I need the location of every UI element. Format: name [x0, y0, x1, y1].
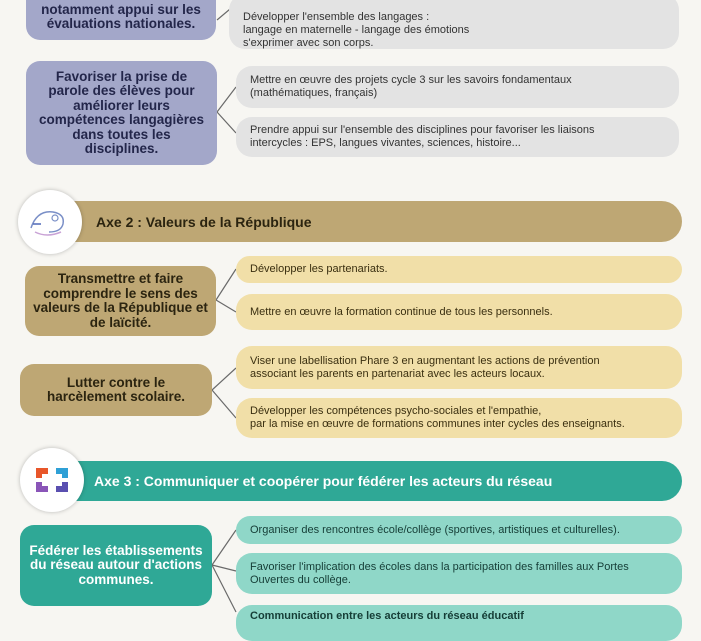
axe1-action-disciplines: Prendre appui sur l'ensemble des disciplines pour favoriser les liaisons intercycles : EPS, langues vivantes, sciences, histoire...	[236, 117, 679, 157]
laicite-logo-icon	[27, 202, 73, 242]
axe3-action-rencontres: Organiser des rencontres école/collège (sportives, artistiques et culturelles).	[236, 516, 682, 544]
axe2-action-phare3: Viser une labellisation Phare 3 en augmentant les actions de prévention associant les parents en partenariat avec les acteurs locaux.	[236, 346, 682, 389]
axe2-logo	[18, 190, 82, 254]
axe3-action-communication: Communication entre les acteurs du réseau éducatif	[236, 605, 682, 641]
axe1-goal-prise-de-parole: Favoriser la prise de parole des élèves pour améliorer leurs compétences langagières dans toutes les disciplines.	[26, 61, 217, 165]
axe3-logo	[20, 448, 84, 512]
axe3-title-bar: Axe 3 : Communiquer et coopérer pour fédérer les acteurs du réseau	[40, 461, 682, 501]
network-logo-icon	[30, 458, 74, 502]
axe2-goal-harcelement: Lutter contre le harcèlement scolaire.	[20, 364, 212, 416]
axe2-goal-valeurs: Transmettre et faire comprendre le sens des valeurs de la République et de laïcité.	[25, 266, 216, 336]
axe3-action-portes-ouvertes: Favoriser l'implication des écoles dans la participation des familles aux Portes Ouvertes du collège.	[236, 553, 682, 594]
axe1-action-cycle3: Mettre en œuvre des projets cycle 3 sur les savoirs fondamentaux (mathématiques, français)	[236, 66, 679, 108]
axe3-goal-federer: Fédérer les établissements du réseau autour d'actions communes.	[20, 525, 212, 606]
axe2-action-formation-continue: Mettre en œuvre la formation continue de tous les personnels.	[236, 294, 682, 330]
axe1-action-langages: Développer l'ensemble des langages : langage en maternelle - langage des émotions s'exprimer avec son corps.	[229, 0, 679, 49]
axe2-action-psycho-sociales: Développer les compétences psycho-sociales et l'empathie, par la mise en œuvre de formations communes inter cycles des enseignants.	[236, 398, 682, 438]
axe2-action-partenariats: Développer les partenariats.	[236, 256, 682, 283]
axe2-title-bar: Axe 2 : Valeurs de la République	[40, 201, 682, 242]
axe1-goal-evaluations: notamment appui sur les évaluations nationales.	[26, 0, 216, 40]
